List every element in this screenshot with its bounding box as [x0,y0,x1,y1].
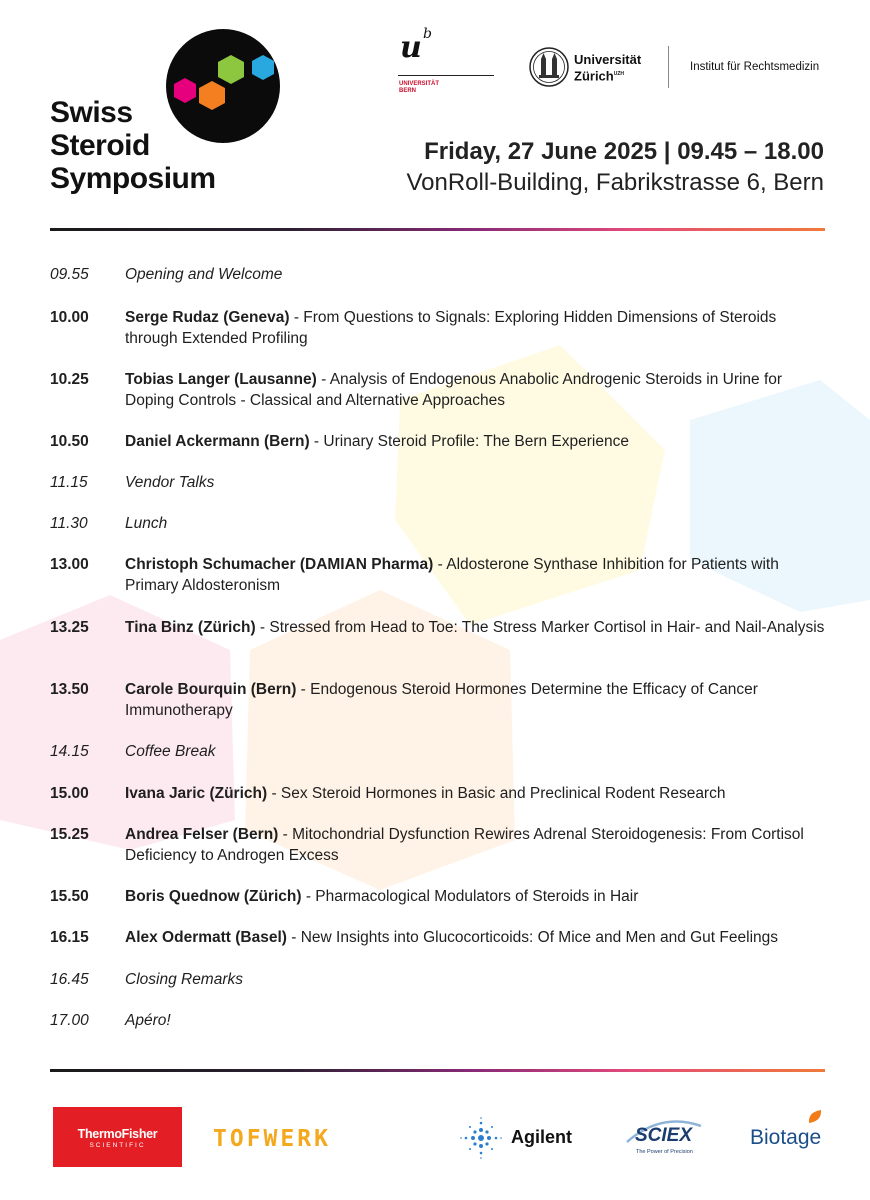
program-row [50,431,830,452]
program-time: 10.00 [50,309,89,326]
program-description [125,824,830,866]
program-row [50,679,830,721]
unibe-rule [398,75,494,76]
program-time: 16.15 [50,929,89,946]
program-time: 15.50 [50,888,89,905]
program-speaker: Andrea Felser (Bern) [125,826,279,843]
program-title: Closing Remarks [125,971,244,988]
program-speaker: Alex Odermatt (Basel) [125,929,287,946]
program-time: 13.00 [50,556,89,573]
uzh-seal-icon [528,46,570,88]
program-time: 13.25 [50,619,89,636]
program-time: 14.15 [50,743,89,760]
unibe-mark: u [400,30,422,65]
program-row [50,513,830,534]
program-row [50,741,830,762]
program-speaker: Christoph Schumacher (DAMIAN Pharma) [125,556,434,573]
agilent-spark-icon [459,1116,503,1160]
program-time: 15.25 [50,826,89,843]
biotage-leaf-icon [806,1108,824,1126]
unibe-superscript: b [423,26,432,42]
program-time: 10.50 [50,433,89,450]
unibe-text-line-1: UNIVERSITÄT [399,81,440,87]
program-row [50,1010,830,1031]
program-description [125,307,830,349]
program-description [125,264,830,285]
program-title: - Urinary Steroid Profile: The Bern Experience [309,433,629,450]
program-time: 16.45 [50,971,89,988]
symposium-title [50,96,216,195]
event-venue: VonRoll-Building, Fabrikstrasse 6, Bern [406,169,824,196]
program-row [50,307,830,349]
title-line-2: Steroid [50,129,150,162]
agilent-logo: Agilent [511,1127,572,1147]
uzh-line-2: Zürich [574,68,614,84]
program-description [125,969,830,990]
program-description [125,783,830,804]
program-row [50,969,830,990]
program-speaker: Ivana Jaric (Zürich) [125,785,268,802]
sciex-tagline: The Power of Precision [636,1149,693,1155]
program-speaker: Tina Binz (Zürich) [125,619,256,636]
program-description [125,741,830,762]
institute-name: Institut für Rechtsmedizin [690,61,820,73]
program-row [50,617,830,638]
program-title: - Aldosterone Synthase Inhibition for Patients with Primary Aldosteronism [125,556,779,594]
program-title: Lunch [125,515,168,532]
program-speaker: Boris Quednow (Zürich) [125,888,302,905]
program-description [125,927,830,948]
program-title: - Analysis of Endogenous Anabolic Androgenic Steroids in Urine for Doping Controls - Classical and Alternative Approaches [125,371,783,409]
biotage-logo: Biotage [750,1126,822,1149]
sciex-name: SCIEX [635,1125,693,1146]
program-description [125,431,830,452]
program-title: - New Insights into Glucocorticoids: Of Mice and Men and Gut Feelings [286,929,779,946]
program-title: - From Questions to Signals: Exploring Hidden Dimensions of Steroids through Extended Profiling [125,309,777,347]
program-title: Opening and Welcome [125,266,283,283]
program-row [50,369,830,411]
thermofisher-name: ThermoFisher [77,1127,158,1141]
program-description [125,369,830,411]
program-speaker: Daniel Ackermann (Bern) [125,433,310,450]
bottom-divider [50,1069,825,1072]
program-speaker: Tobias Langer (Lausanne) [125,371,317,388]
program-description [125,513,830,534]
program-description [125,1010,830,1031]
uzh-line-2-wrap [574,67,641,83]
title-line-1: Swiss [50,96,133,129]
program-title: - Sex Steroid Hormones in Basic and Preclinical Rodent Research [267,785,726,802]
sciex-logo [621,1116,705,1164]
program-time: 10.25 [50,371,89,388]
thermofisher-logo [53,1107,182,1167]
program-title: - Pharmacological Modulators of Steroids in Hair [301,888,639,905]
program-title: - Mitochondrial Dysfunction Rewires Adrenal Steroidogenesis: From Cortisol Deficiency to Androgen Excess [125,826,804,864]
program-speaker: Serge Rudaz (Geneva) [125,309,290,326]
uzh-suffix: UZH [613,71,625,77]
program-description [125,617,830,638]
program-row [50,783,830,804]
uzh-line-1: Universität [574,52,642,67]
program-title: Apéro! [125,1012,171,1029]
program-row [50,886,830,907]
program-row [50,824,830,866]
program-title: - Endogenous Steroid Hormones Determine the Efficacy of Cancer Immunotherapy [125,681,758,719]
program-row [50,927,830,948]
program-time: 15.00 [50,785,89,802]
uzh-name [574,52,641,83]
program-description [125,886,830,907]
program-time: 13.50 [50,681,89,698]
top-divider [50,228,825,231]
program-time: 17.00 [50,1012,89,1029]
unibe-logo [398,28,496,96]
program-title: Coffee Break [125,743,216,760]
title-line-3: Symposium [50,162,216,195]
tofwerk-logo: TOFWERK [213,1126,331,1152]
program-description [125,472,830,493]
program-row [50,554,830,596]
program-time: 09.55 [50,266,89,283]
program-time: 11.15 [50,474,88,491]
unibe-text [399,81,439,95]
event-date: Friday, 27 June 2025 | 09.45 – 18.00 [424,138,824,165]
program-speaker: Carole Bourquin (Bern) [125,681,297,698]
unibe-text-line-2: BERN [399,88,417,94]
sponsor-logos [0,1100,870,1180]
program-description [125,554,830,596]
program-description [125,679,830,721]
logo-separator [668,46,669,88]
program-row [50,472,830,493]
program-title: - Stressed from Head to Toe: The Stress Marker Cortisol in Hair- and Nail-Analysis [255,619,825,636]
program-row [50,264,830,285]
thermofisher-sub: SCIENTIFIC [89,1142,146,1149]
program-title: Vendor Talks [125,474,215,491]
program-time: 11.30 [50,515,88,532]
